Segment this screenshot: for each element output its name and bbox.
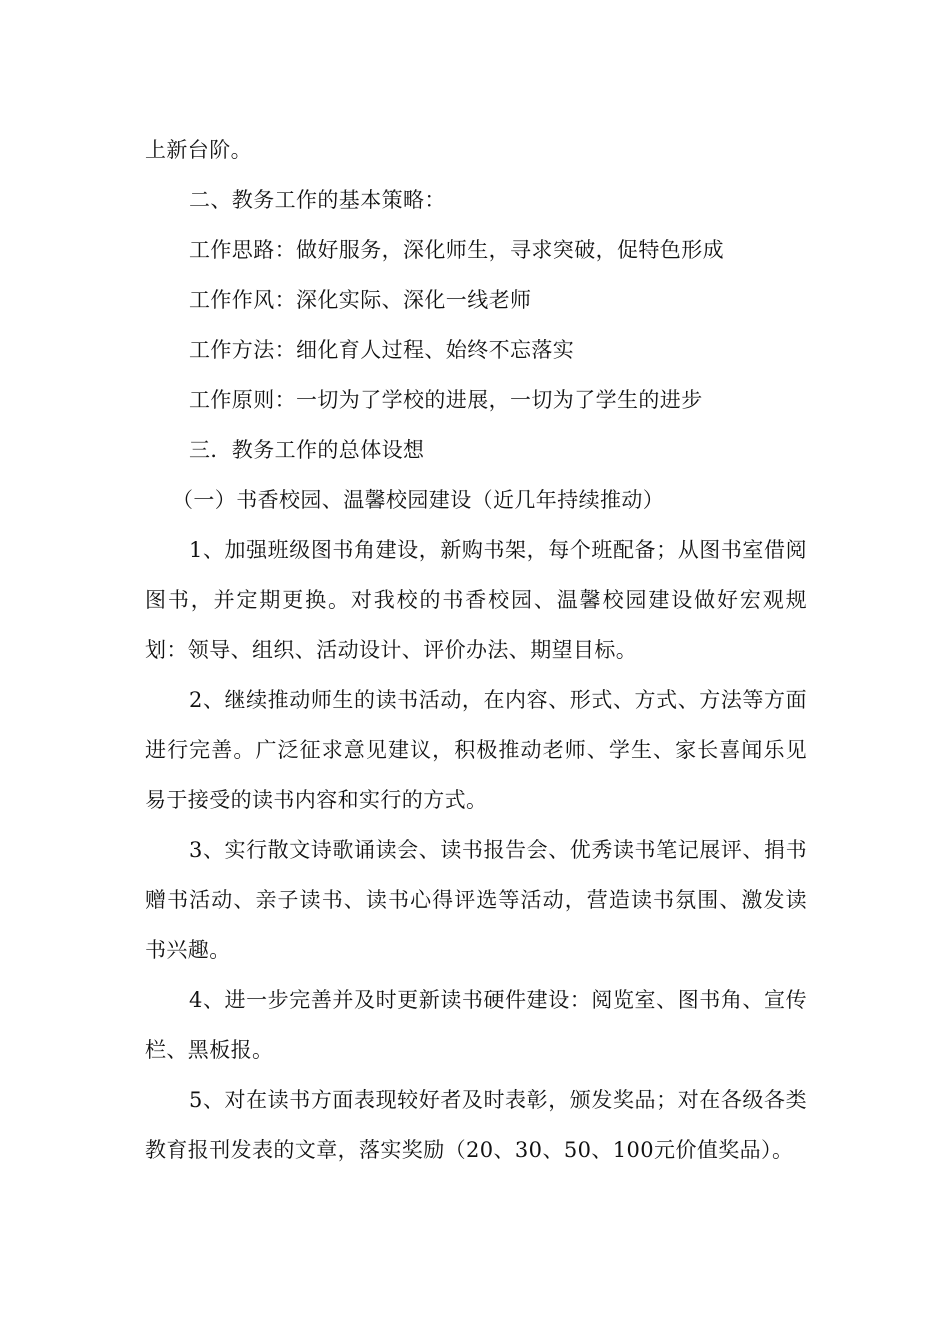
list-item-3: 3、实行散文诗歌诵读会、读书报告会、优秀读书笔记展评、捐书赠书活动、亲子读书、读书心得评选等活动，营造读书氛围、激发读书兴趣。 xyxy=(145,838,807,962)
work-method: 工作方法：细化育人过程、始终不忘落实 xyxy=(189,338,575,362)
subheading-book-campus: （一）书香校园、温馨校园建设（近几年持续推动） xyxy=(172,488,665,512)
list-item-1: 1、加强班级图书角建设，新购书架，每个班配备；从图书室借阅图书，并定期更换。对我校的书香校园、温馨校园建设做好宏观规划：领导、组织、活动设计、评价办法、期望目标。 xyxy=(145,538,807,662)
list-item-2: 2、继续推动师生的读书活动，在内容、形式、方式、方法等方面进行完善。广泛征求意见建议，积极推动老师、学生、家长喜闻乐见易于接受的读书内容和实行的方式。 xyxy=(145,688,807,812)
list-item-5: 5、对在读书方面表现较好者及时表彰，颁发奖品；对在各级各类教育报刊发表的文章，落实奖励（20、30、50、100元价值奖品）。 xyxy=(145,1088,807,1162)
work-approach: 工作思路：做好服务，深化师生，寻求突破，促特色形成 xyxy=(189,238,724,262)
work-principle: 工作原则：一切为了学校的进展，一切为了学生的进步 xyxy=(189,388,703,412)
heading-basic-strategy: 二、教务工作的基本策略： xyxy=(189,188,446,212)
work-style: 工作作风：深化实际、深化一线老师 xyxy=(189,288,532,312)
list-item-4: 4、进一步完善并及时更新读书硬件建设：阅览室、图书角、宣传栏、黑板报。 xyxy=(145,988,807,1062)
heading-overall-plan: 三．教务工作的总体设想 xyxy=(189,438,425,462)
body-text xyxy=(145,125,807,1175)
paragraph-continuation: 上新台阶。 xyxy=(145,138,252,162)
